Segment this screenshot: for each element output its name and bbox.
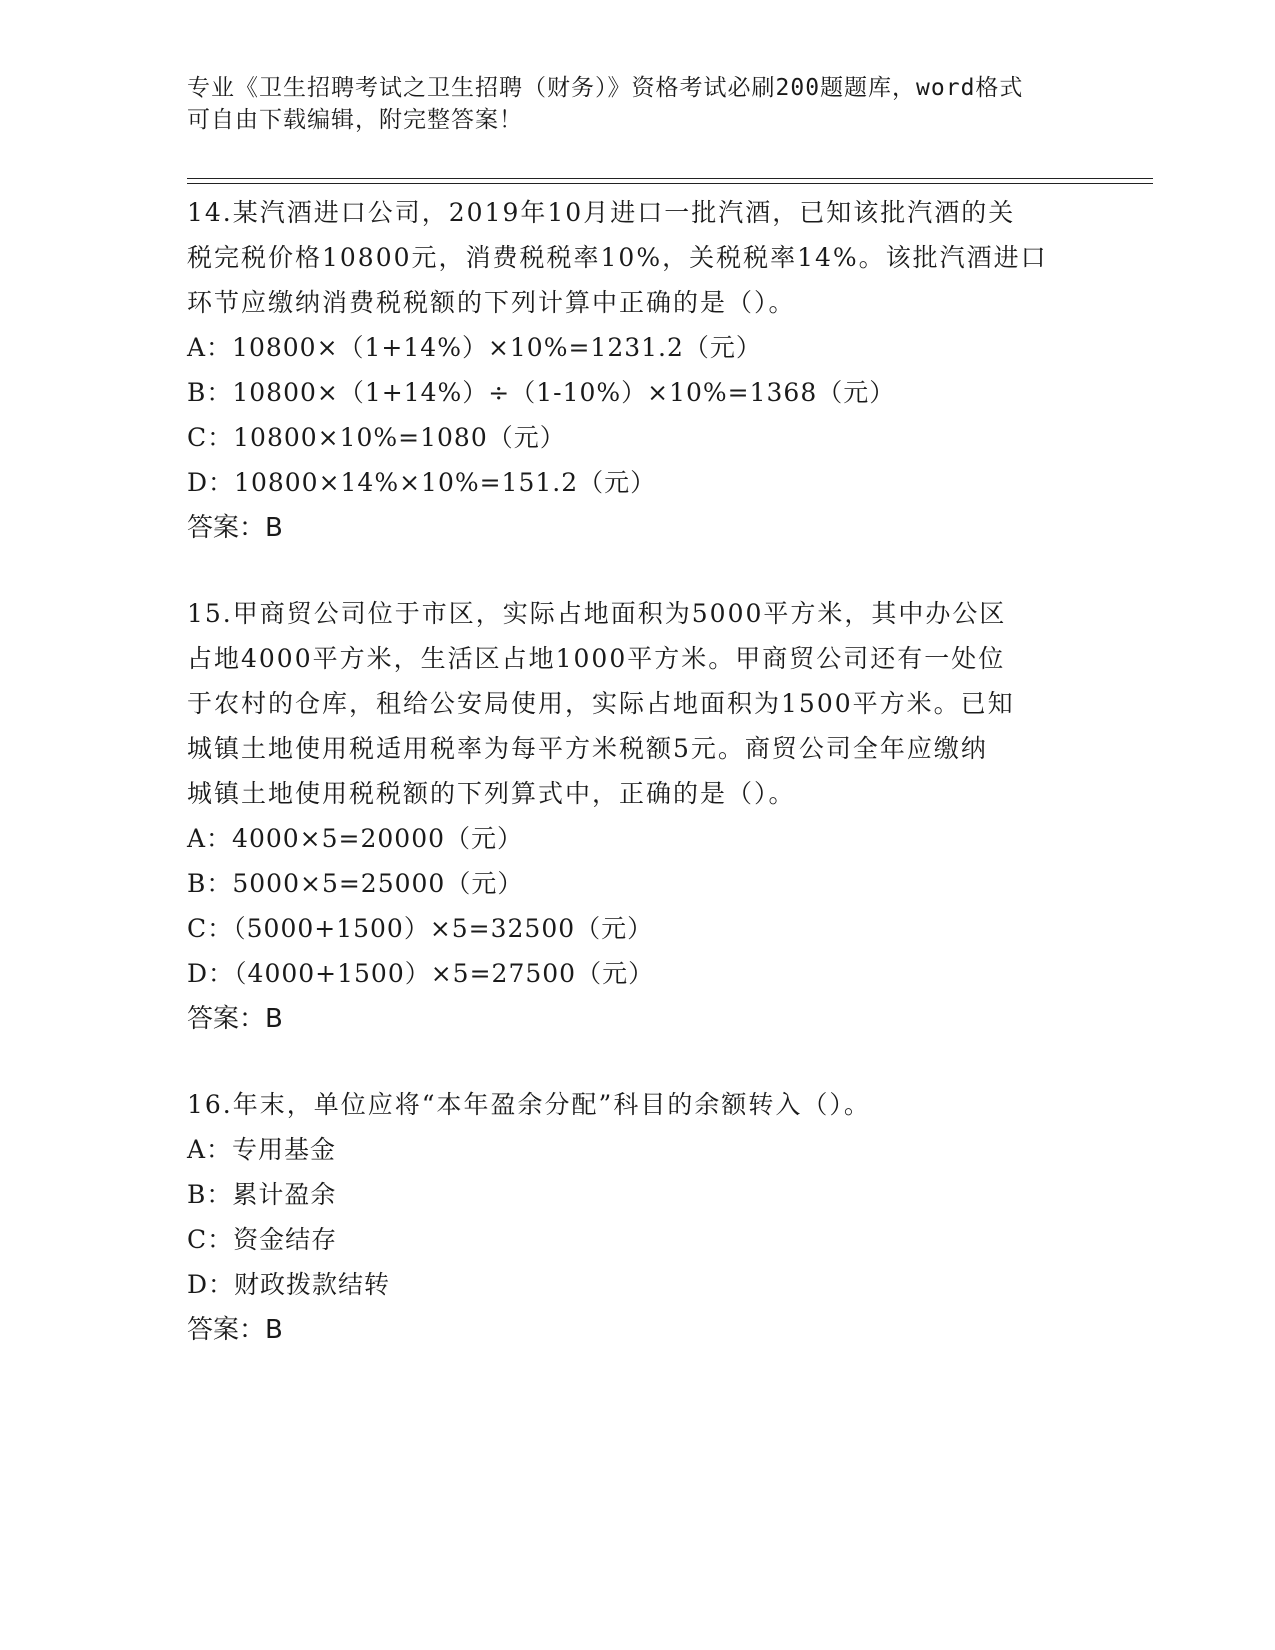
option-a: A：专用基金 bbox=[187, 1135, 337, 1164]
question-stem-line: 于农村的仓库，租给公安局使用，实际占地面积为1500平方米。已知 bbox=[187, 689, 1015, 718]
option-d: D：10800×14%×10%=151.2（元） bbox=[187, 468, 657, 497]
option-c: C：（5000+1500）×5=32500（元） bbox=[187, 914, 654, 943]
option-d: D：财政拨款结转 bbox=[187, 1270, 391, 1299]
answer: 答案：B bbox=[187, 513, 283, 543]
question-stem-line: 城镇土地使用税适用税率为每平方米税额5元。商贸公司全年应缴纳 bbox=[187, 734, 988, 763]
header-line-2: 可自由下载编辑，附完整答案！ bbox=[187, 107, 523, 133]
question-stem-line: 15.甲商贸公司位于市区，实际占地面积为5000平方米，其中办公区 bbox=[187, 599, 1007, 628]
question-stem-line: 税完税价格10800元，消费税税率10%，关税税率14%。该批汽酒进口 bbox=[187, 243, 1048, 272]
question-15 bbox=[187, 591, 1087, 1042]
header-line-1: 专业《卫生招聘考试之卫生招聘（财务）》资格考试必刷200题题库，word格式 bbox=[187, 75, 1024, 101]
question-16 bbox=[187, 1082, 1087, 1353]
answer: 答案：B bbox=[187, 1315, 283, 1345]
document-header bbox=[187, 72, 1067, 136]
option-a: A：4000×5=20000（元） bbox=[187, 824, 524, 853]
question-stem-line: 16.年末，单位应将“本年盈余分配”科目的余额转入（）。 bbox=[187, 1090, 871, 1119]
option-d: D：（4000+1500）×5=27500（元） bbox=[187, 959, 655, 988]
question-stem-line: 城镇土地使用税税额的下列算式中，正确的是（）。 bbox=[187, 779, 796, 808]
answer: 答案：B bbox=[187, 1004, 283, 1034]
question-stem-line: 14.某汽酒进口公司，2019年10月进口一批汽酒，已知该批汽酒的关 bbox=[187, 198, 1016, 227]
question-14 bbox=[187, 190, 1087, 551]
option-a: A：10800×（1+14%）×10%=1231.2（元） bbox=[187, 333, 762, 362]
option-c: C：10800×10%=1080（元） bbox=[187, 423, 566, 452]
option-c: C：资金结存 bbox=[187, 1225, 338, 1254]
question-stem-line: 环节应缴纳消费税税额的下列计算中正确的是（）。 bbox=[187, 288, 796, 317]
option-b: B：累计盈余 bbox=[187, 1180, 337, 1209]
header-divider bbox=[187, 178, 1153, 184]
option-b: B：5000×5=25000（元） bbox=[187, 869, 524, 898]
option-b: B：10800×（1+14%）÷（1-10%）×10%=1368（元） bbox=[187, 378, 896, 407]
document-body bbox=[187, 190, 1087, 1393]
question-stem-line: 占地4000平方米，生活区占地1000平方米。甲商贸公司还有一处位 bbox=[187, 644, 1006, 673]
